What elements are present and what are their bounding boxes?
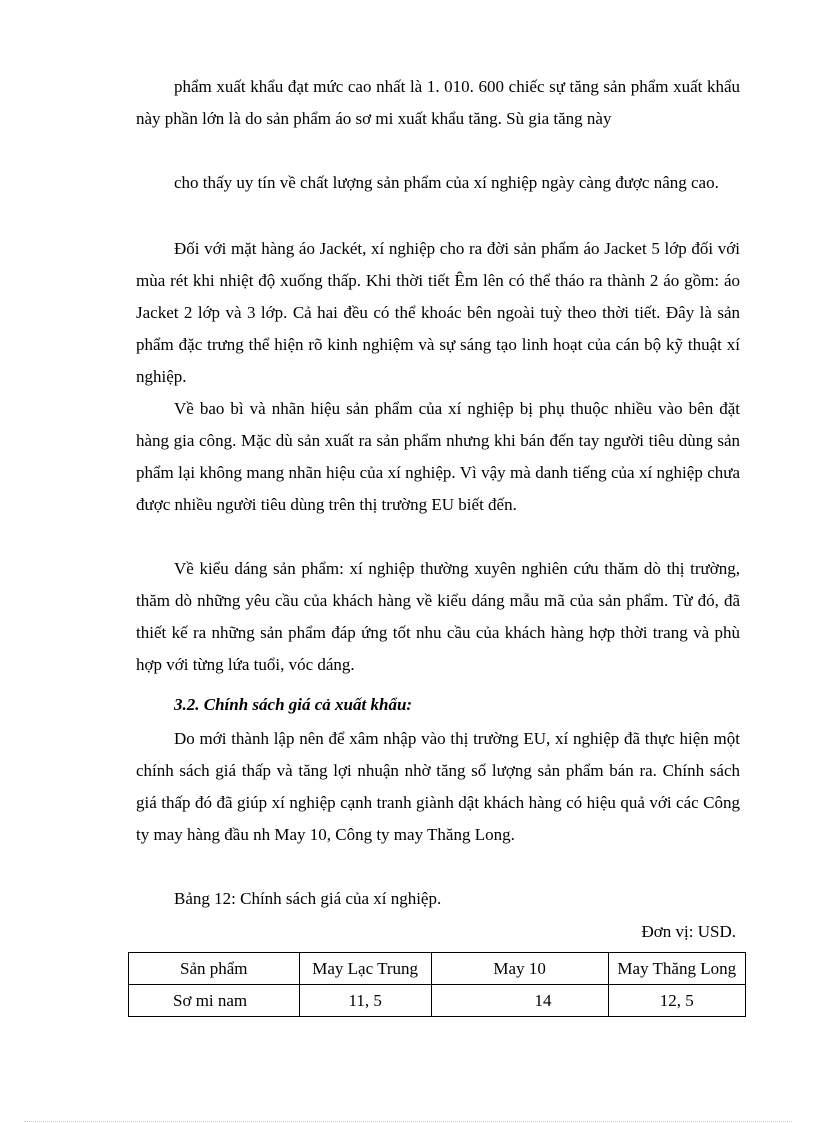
paragraph-pricing-policy: Do mới thành lập nên để xâm nhập vào thị trường EU, xí nghiệp đã thực hiện một chính sách giá thấp và tăng lợi nhuận nhờ tăng số lượng sản phẩm bán ra. Chính sách giá thấp đó đã giúp xí nghiệp cạnh tranh giành dật khách hàng có hiệu quả với các Công ty may hàng đầu nh May 10, Công ty may Thăng Long. xyxy=(136,729,740,844)
table-caption: Bảng 12: Chính sách giá của xí nghiệp. xyxy=(174,889,442,908)
paragraph-product-quality: cho thấy uy tín về chất lượng sản phẩm của xí nghiệp ngày càng được nâng cao. xyxy=(174,173,719,192)
table-cell: 12, 5 xyxy=(608,985,745,1017)
table-unit-label: Đơn vị: USD. xyxy=(641,922,736,941)
price-comparison-table xyxy=(128,952,746,1017)
table-cell: 14 xyxy=(431,985,608,1017)
table-header-cell: Sản phẩm xyxy=(129,953,300,985)
table-cell: Sơ mi nam xyxy=(129,985,300,1017)
page-bottom-divider xyxy=(24,1121,792,1122)
table-row xyxy=(129,985,746,1017)
paragraph-packaging-brand: Về bao bì và nhãn hiệu sản phẩm của xí nghiệp bị phụ thuộc nhiều vào bên đặt hàng gia công. Mặc dù sản xuất ra sản phẩm nhưng khi bán đến tay người tiêu dùng sản phẩm lại không mang nhãn hiệu của xí nghiệp. Vì vậy mà danh tiếng của xí nghiệp chưa được nhiều người tiêu dùng trên thị trường EU biết đến. xyxy=(136,399,740,514)
table-header-cell: May Lạc Trung xyxy=(299,953,431,985)
table-header-cell: May Thăng Long xyxy=(608,953,745,985)
paragraph-product-design: Về kiểu dáng sản phẩm: xí nghiệp thường xuyên nghiên cứu thăm dò thị trường, thăm dò những yêu cầu của khách hàng về kiểu dáng mẫu mã của sản phẩm. Từ đó, đã thiết kế ra những sản phẩm đáp ứng tốt nhu cầu của khách hàng hợp thời trang và phù hợp với từng lứa tuổi, vóc dáng. xyxy=(136,559,740,674)
section-heading-export-pricing: 3.2. Chính sách giá cả xuất khẩu: xyxy=(174,695,413,714)
paragraph-jacket-product: Đối với mặt hàng áo Jackét, xí nghiệp cho ra đời sản phẩm áo Jacket 5 lớp đối với mùa rét khi nhiệt độ xuống thấp. Khi thời tiết Êm lên có thể tháo ra thành 2 áo gồm: áo Jacket 2 lớp và 3 lớp. Cả hai đều có thể khoác bên ngoài tuỳ theo thời tiết. Đây là sản phẩm đặc trưng thể hiện rõ kinh nghiệm và sự sáng tạo linh hoạt của cán bộ kỹ thuật xí nghiệp. xyxy=(136,239,740,386)
table-header-row xyxy=(129,953,746,985)
table-cell: 11, 5 xyxy=(299,985,431,1017)
table-header-cell: May 10 xyxy=(431,953,608,985)
paragraph-product-export-growth: phẩm xuất khẩu đạt mức cao nhất là 1. 010. 600 chiếc sự tăng sản phẩm xuất khẩu này phần lớn là do sản phẩm áo sơ mi xuất khẩu tăng. Sù gia tăng này xyxy=(136,77,740,128)
